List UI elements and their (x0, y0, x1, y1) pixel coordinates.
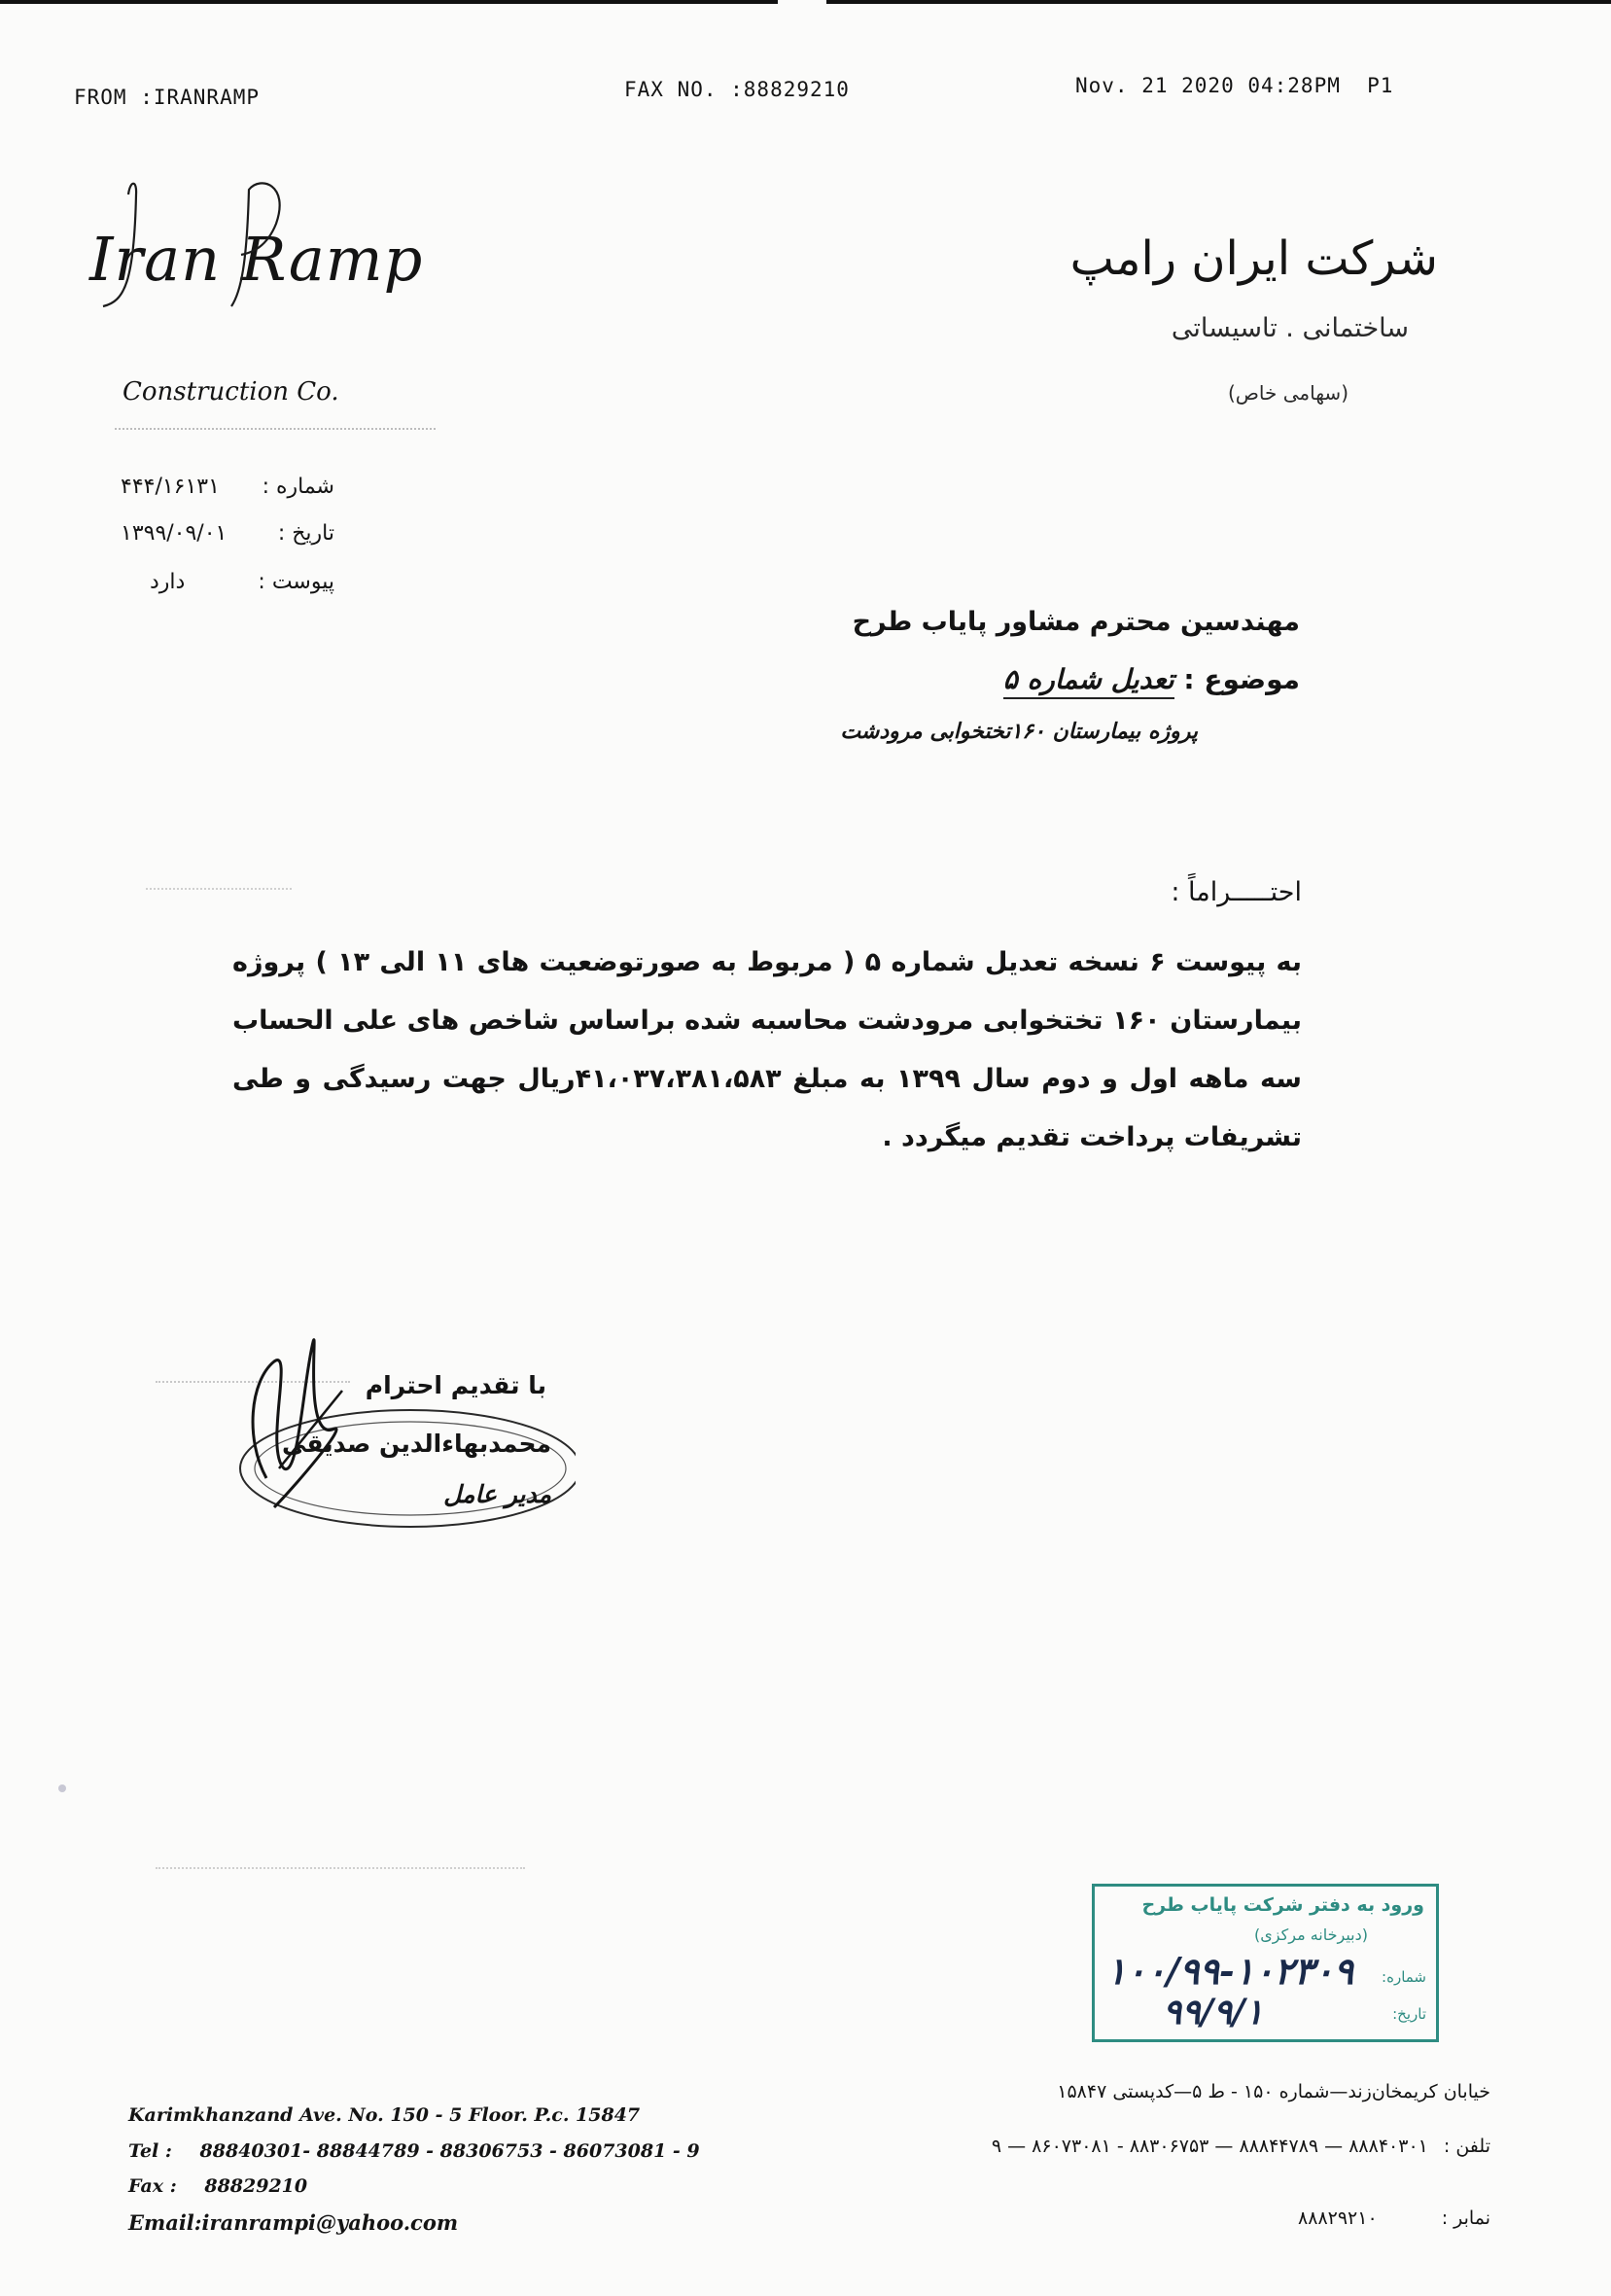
signer-name: محمدبهاءالدین صدیقی (281, 1430, 551, 1458)
scan-edge (0, 0, 778, 4)
subject-label: موضوع : (1183, 663, 1300, 695)
signer-title: مدیر عامل (443, 1480, 551, 1508)
footer-fax-fa-value: ۸۸۸۲۹۲۱۰ (1298, 2208, 1378, 2229)
meta-number-label: شماره : (262, 475, 334, 499)
subject-line (1003, 663, 1300, 695)
greeting: احتـــــراماً : (1171, 877, 1302, 907)
meta-attachment-value: دارد (150, 570, 186, 594)
letter-body: به پیوست ۶ نسخه تعدیل شماره ۵ ( مربوط به صورتوضعیت های ۱۱ الی ۱۳ ) پروژه بیمارستان ۱۶۰ تختخوابی مرودشت محاسبه شده براساس شاخص های علی الحساب سه ماهه اول و دوم سال ۱۳۹۹ به مبلغ ۴۱،۰۳۷،۳۸۱،۵۸۳ریال جهت رسیدگی و طی تشریفات پرداخت تقدیم میگردد . (232, 947, 1302, 1152)
stamp-subtitle: (دبیرخانه مرکزی) (1254, 1925, 1368, 1944)
company-logo: Iran Ramp (89, 224, 424, 295)
received-stamp (1092, 1884, 1439, 2042)
meta-date-row (121, 521, 334, 546)
stamp-date-value: ۹۹/۹/۱ (1163, 1992, 1264, 2032)
stamp-number-value: ۱۰۰/۹۹-۱۰۲۳۰۹ (1106, 1949, 1354, 1993)
meta-date-label: تاریخ : (277, 521, 334, 546)
fax-datetime: Nov. 21 2020 04:28PM P1 (1075, 74, 1394, 97)
footer-address-en: Karimkhanzand Ave. No. 150 - 5 Floor. P.c. 15847 (128, 2104, 641, 2126)
meta-attachment-label: پیوست : (258, 570, 334, 594)
meta-date-value: ۱۳۹۹/۰۹/۰۱ (121, 521, 228, 546)
closing: با تقدیم احترام (365, 1371, 546, 1399)
meta-attachment-row (150, 570, 334, 594)
footer-tel-en (128, 2140, 700, 2162)
divider (146, 888, 292, 890)
divider (115, 428, 436, 430)
footer-fax-en (128, 2175, 307, 2197)
footer-tel-fa-value: ۸۸۸۴۰۳۰۱ — ۸۸۸۴۴۷۸۹ — ۸۸۳۰۶۷۵۳ - ۸۶۰۷۳۰۸۱ — ۹ (991, 2136, 1428, 2157)
company-type: ساختمانی . تاسیساتی (1171, 313, 1409, 343)
fax-from: FROM :IRANRAMP (74, 86, 261, 109)
stamp-date-label: تاریخ: (1392, 2005, 1426, 2023)
footer-fax-fa (1004, 2208, 1490, 2229)
footer-tel-label: Tel : (128, 2140, 172, 2162)
footer-fax-value: 88829210 (204, 2175, 308, 2197)
footer-address-fa: خیابان کریمخان‌زند—شماره ۱۵۰ - ط ۵—کدپستی ۱۵۸۴۷ (1057, 2081, 1490, 2102)
stamp-title: ورود به دفتر شرکت پایاب طرح (1141, 1894, 1424, 1916)
scan-edge (826, 0, 1611, 4)
project-name: پروژه بیمارستان ۱۶۰تختخوابی مرودشت (840, 720, 1198, 744)
footer-tel-fa (992, 2136, 1490, 2157)
divider (156, 1867, 525, 1869)
logo-flourish (86, 175, 319, 321)
company-logo-subtitle: Construction Co. (123, 377, 339, 406)
footer-fax-fa-label: نمابر : (1441, 2208, 1490, 2229)
company-name: شرکت ایران رامپ (1069, 231, 1438, 286)
meta-number-value: ۴۴۴/۱۶۱۳۱ (121, 475, 220, 499)
addressee: مهندسین محترم مشاور پایاب طرح (852, 607, 1300, 637)
fax-number: FAX NO. :88829210 (624, 78, 850, 101)
footer-tel-fa-label: تلفن : (1443, 2136, 1490, 2157)
scan-speck (58, 1784, 66, 1792)
footer-email: Email:iranrampi@yahoo.com (128, 2210, 459, 2235)
stamp-number-label: شماره: (1382, 1968, 1426, 1986)
company-legal-form: (سهامی خاص) (1227, 381, 1348, 405)
footer-tel-value: 88840301- 88844789 - 88306753 - 86073081 - 9 (199, 2140, 700, 2162)
subject-value: تعدیل شماره ۵ (1003, 663, 1174, 699)
footer-fax-label: Fax : (128, 2175, 177, 2197)
meta-number-row (121, 475, 334, 499)
